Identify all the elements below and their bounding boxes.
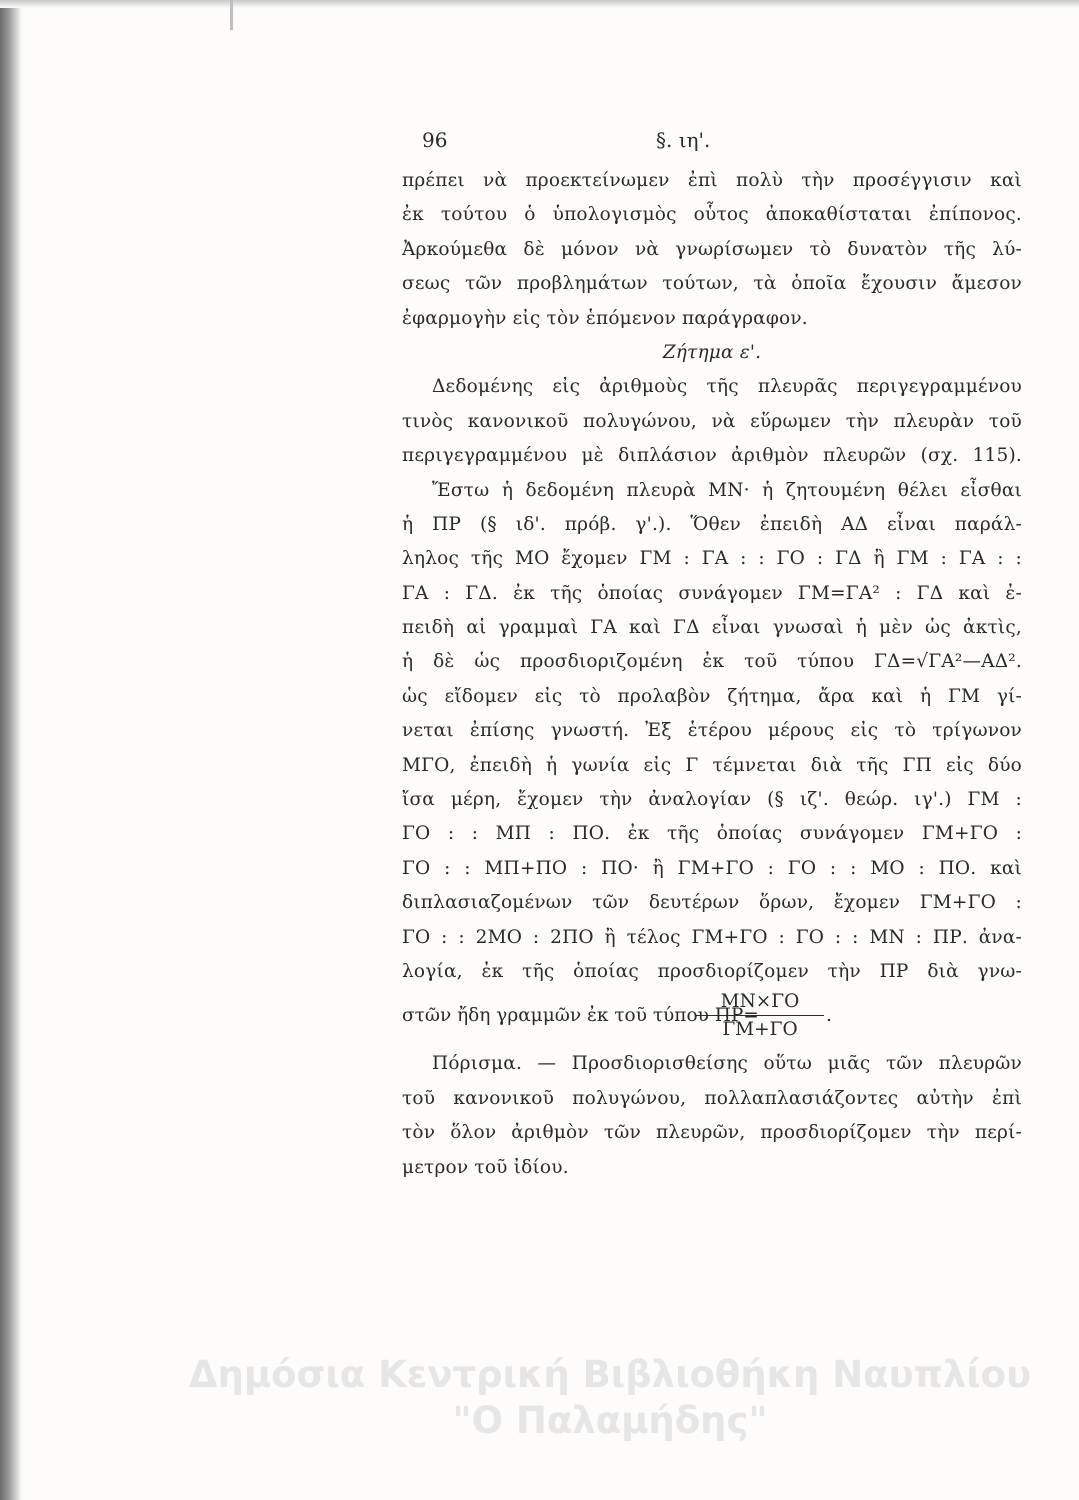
page-number: 96 bbox=[422, 128, 448, 152]
scan-left-edge bbox=[0, 0, 22, 1500]
text-line: πρέπει νὰ προεκτείνωμεν ἐπὶ πολὺ τὴν προσέγγισιν καὶ bbox=[402, 170, 1022, 191]
formula-lead-text: στῶν ἤδη γραμμῶν ἐκ τοῦ τύπου ΠΡ= bbox=[402, 1005, 759, 1027]
text-line: ΓΟ : : 2ΜΟ : 2ΠΟ ἢ τέλος ΓΜ+ΓΟ : ΓΟ : : ΜΝ : ΠΡ. ἀνα- bbox=[402, 926, 1022, 948]
page-text-block bbox=[402, 120, 1022, 1185]
text-line: ληλος τῆς ΜΟ ἔχομεν ΓΜ : ΓΑ : : ΓΟ : ΓΔ ἢ ΓΜ : ΓΑ : : bbox=[402, 548, 1022, 570]
problem-heading: Ζήτημα ε'. bbox=[662, 341, 762, 363]
watermark-line: "Ο Παλαμήδης" bbox=[452, 1399, 768, 1442]
formula-denominator: ΓΜ+ΓΟ bbox=[722, 1019, 798, 1041]
text-line: ὡς εἴδομεν εἰς τὸ προλαβὸν ζήτημα, ἄρα καὶ ἡ ΓΜ γί- bbox=[402, 685, 1022, 707]
corollary-line: μετρον τοῦ ἰδίου. bbox=[402, 1156, 569, 1178]
section-heading: §. ιη'. bbox=[656, 128, 711, 152]
scan-top-edge bbox=[0, 0, 1079, 8]
text-line: περιγεγραμμένου μὲ διπλάσιον ἀριθμὸν πλευρῶν (σχ. 115). bbox=[402, 445, 1022, 467]
corollary-line: τοῦ κανονικοῦ πολυγώνου, πολλαπλασιάζοντες αὐτὴν ἐπὶ bbox=[402, 1087, 1022, 1109]
corollary-line: τὸν ὅλον ἀριθμὸν τῶν πλευρῶν, προσδιορίζομεν τὴν περί- bbox=[402, 1122, 1022, 1144]
corollary-line: Πόρισμα. — Προσδιορισθείσης οὕτω μιᾶς τῶν πλευρῶν bbox=[432, 1053, 1022, 1075]
text-line: νεται ἐπίσης γνωστή. Ἐξ ἑτέρου μέρους εἰς τὸ τρίγωνον bbox=[402, 720, 1022, 742]
text-line: ἡ ΠΡ (§ ιδ'. πρόβ. γ'.). Ὅθεν ἐπειδὴ ΑΔ εἶναι παράλ- bbox=[402, 513, 1022, 535]
text-line: ἡ δὲ ὡς προσδιοριζομένη ἐκ τοῦ τύπου ΓΔ=√ΓΑ²—ΑΔ². bbox=[402, 651, 1022, 673]
text-line: ΓΑ : ΓΔ. ἐκ τῆς ὁποίας συνάγομεν ΓΜ=ΓΑ² : ΓΔ καὶ ἐ- bbox=[402, 582, 1022, 604]
text-line: Δεδομένης εἰς ἀριθμοὺς τῆς πλευρᾶς περιγεγραμμένου bbox=[432, 376, 1022, 398]
text-line: σεως τῶν προβλημάτων τούτων, τὰ ὁποῖα ἔχουσιν ἄμεσον bbox=[402, 273, 1022, 295]
library-watermark bbox=[170, 1352, 1050, 1444]
text-line: ἐκ τούτου ὁ ὑπολογισμὸς οὗτος ἀποκαθίσταται ἐπίπονος. bbox=[402, 204, 1022, 226]
text-line: τινὸς κανονικοῦ πολυγώνου, νὰ εὕρωμεν τὴν πλευρὰν τοῦ bbox=[402, 410, 1022, 432]
formula-line bbox=[402, 989, 1022, 1047]
scan-fold-mark bbox=[230, 0, 233, 30]
formula-end: . bbox=[826, 1005, 832, 1027]
text-line: ἐφαρμογὴν εἰς τὸν ἑπόμενον παράγραφον. bbox=[402, 307, 808, 329]
text-line: λογία, ἐκ τῆς ὁποίας προσδιορίζομεν τὴν ΠΡ διὰ γνω- bbox=[402, 960, 1022, 982]
text-line: Ἔστω ἡ δεδομένη πλευρὰ ΜΝ· ἡ ζητουμένη θέλει εἶσθαι bbox=[432, 479, 1022, 501]
text-line: ἴσα μέρη, ἔχομεν τὴν ἀναλογίαν (§ ιζ'. θεώρ. ιγ'.) ΓΜ : bbox=[402, 789, 1022, 811]
page-header bbox=[402, 120, 1022, 164]
formula-fraction bbox=[696, 989, 824, 1044]
text-line: Ἀρκούμεθα δὲ μόνον νὰ γνωρίσωμεν τὸ δυνατὸν τῆς λύ- bbox=[402, 238, 1022, 260]
text-line: ΓΟ : : ΜΠ+ΠΟ : ΠΟ· ἢ ΓΜ+ΓΟ : ΓΟ : : ΜΟ : ΠΟ. καὶ bbox=[402, 857, 1022, 879]
text-line: πειδὴ αἱ γραμμαὶ ΓΑ καὶ ΓΔ εἶναι γνωσαὶ ἡ μὲν ὡς ἀκτὶς, bbox=[402, 617, 1022, 639]
text-line: ΓΟ : : ΜΠ : ΠΟ. ἐκ τῆς ὁποίας συνάγομεν ΓΜ+ΓΟ : bbox=[402, 823, 1022, 845]
watermark-line: Δημόσια Κεντρική Βιβλιοθήκη Ναυπλίου bbox=[188, 1353, 1032, 1396]
text-line: ΜΓΟ, ἐπειδὴ ἡ γωνία εἰς Γ τέμνεται διὰ τῆς ΓΠ εἰς δύο bbox=[402, 754, 1022, 776]
text-line: διπλασιαζομένων τῶν δευτέρων ὅρων, ἔχομεν ΓΜ+ΓΟ : bbox=[402, 892, 1022, 914]
formula-numerator: ΜΝ×ΓΟ bbox=[696, 989, 824, 1016]
